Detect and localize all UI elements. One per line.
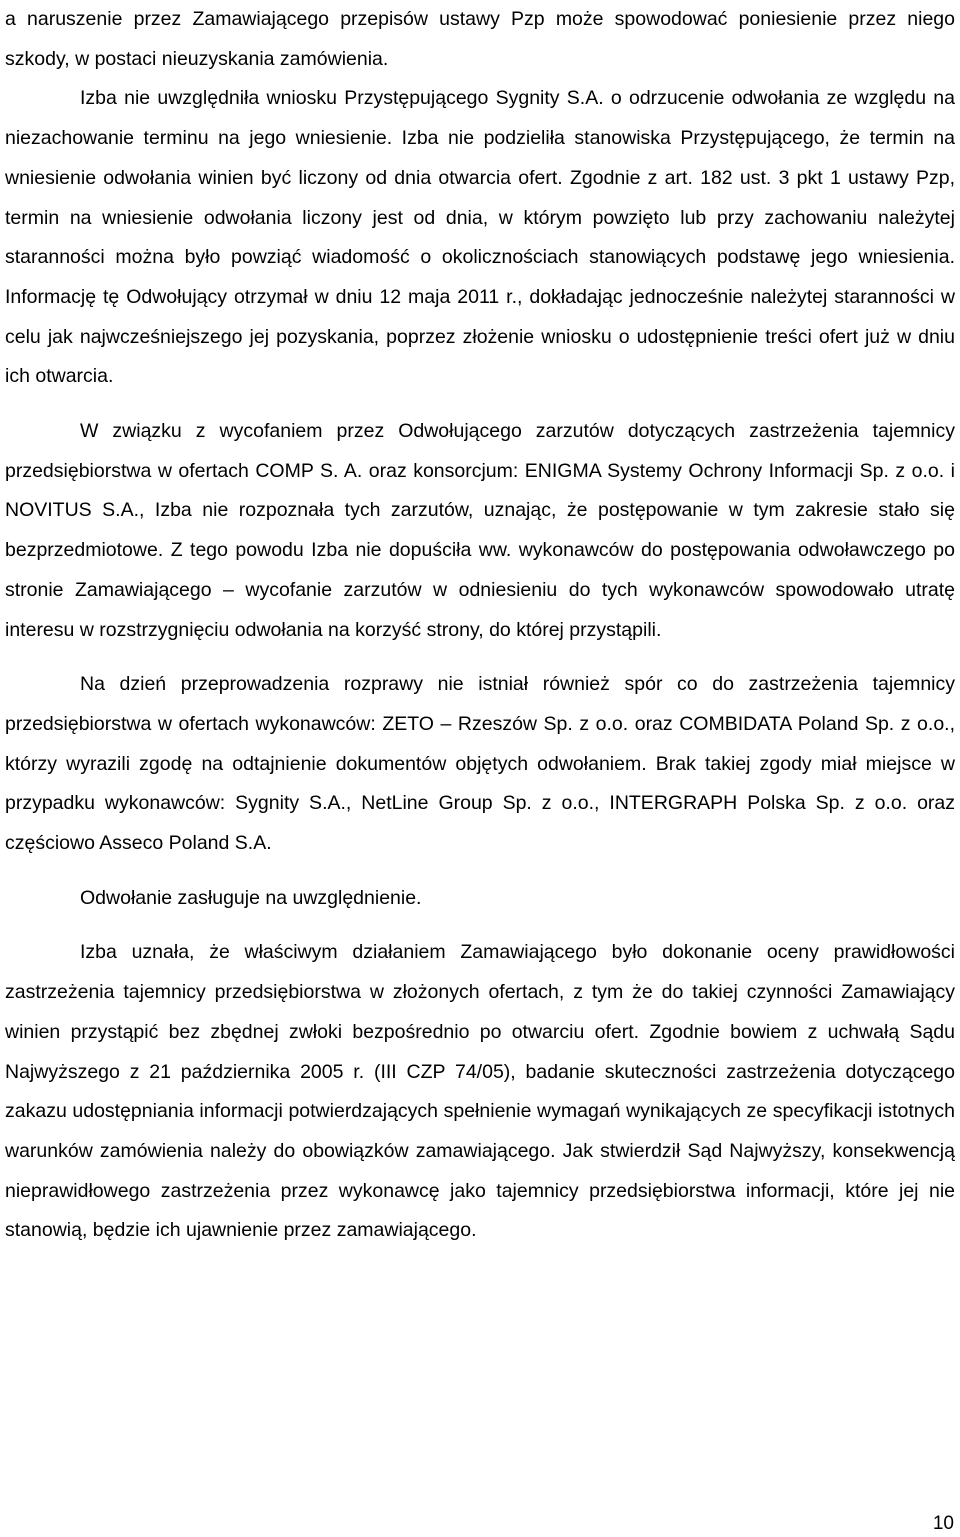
- page-number: 10: [932, 1513, 954, 1534]
- paragraph-timeliness: Izba nie uwzględniła wniosku Przystępującego Sygnity S.A. o odrzucenie odwołania ze względu na niezachowanie terminu na jego wniesienie. Izba nie podzieliła stanowiska Przystępującego, że termin na wniesienie odwołania winien być liczony od dnia otwarcia ofert. Zgodnie z art. 182 ust. 3 pkt 1 ustawy Pzp, termin na wniesienie odwołania liczony jest od dnia, w którym powzięto lub przy zachowaniu należytej staranności można było powziąć wiadomość o okolicznościach stanowiących podstawę jego wniesienia. Informację tę Odwołujący otrzymał w dniu 12 maja 2011 r., dokładając jednocześnie należytej staranności w celu jak najwcześniejszego jej pozyskania, poprzez złożenie wniosku o udostępnienie treści ofert już w dniu ich otwarcia.: [5, 87, 955, 388]
- paragraph-reasoning: Izba uznała, że właściwym działaniem Zamawiającego było dokonanie oceny prawidłowości zastrzeżenia tajemnicy przedsiębiorstwa w złożonych ofertach, z tym że do takiej czynności Zamawiający winien przystąpić bez zbędnej zwłoki bezpośrednio po otwarciu ofert. Zgodnie bowiem z uchwałą Sądu Najwyższego z 21 października 2005 r. (III CZP 74/05), badanie skuteczności zastrzeżenia dotyczącego zakazu udostępniania informacji potwierdzających spełnienie wymagań wynikających ze specyfikacji istotnych warunków zamówienia należy do obowiązków zamawiającego. Jak stwierdził Sąd Najwyższy, konsekwencją nieprawidłowego zastrzeżenia przez wykonawcę jako tajemnicy przedsiębiorstwa informacji, które jej nie stanowią, będzie ich ujawnienie przez zamawiającego.: [5, 941, 955, 1242]
- paragraph-withdrawal: W związku z wycofaniem przez Odwołującego zarzutów dotyczących zastrzeżenia tajemnicy przedsiębiorstwa w ofertach COMP S. A. oraz konsorcjum: ENIGMA Systemy Ochrony Informacji Sp. z o.o. i NOVITUS S.A., Izba nie rozpoznała tych zarzutów, uznając, że postępowanie w tym zakresie stało się bezprzedmiotowe. Z tego powodu Izba nie dopuściła ww. wykonawców do postępowania odwoławczego po stronie Zamawiającego – wycofanie zarzutów w odniesieniu do tych wykonawców spowodowało utratę interesu w rozstrzygnięciu odwołania na korzyść strony, do której przystąpili.: [5, 420, 955, 641]
- paragraph-continuation: a naruszenie przez Zamawiającego przepisów ustawy Pzp może spowodować poniesienie przez niego szkody, w postaci nieuzyskania zamówienia.: [5, 8, 955, 70]
- paragraph-verdict: Odwołanie zasługuje na uwzględnienie.: [80, 886, 422, 909]
- document-page: [5, 0, 955, 1251]
- paragraph-dispute: Na dzień przeprowadzenia rozprawy nie istniał również spór co do zastrzeżenia tajemnicy przedsiębiorstwa w ofertach wykonawców: ZETO – Rzeszów Sp. z o.o. oraz COMBIDATA Poland Sp. z o.o., którzy wyrazili zgodę na odtajnienie dokumentów objętych odwołaniem. Brak takiej zgody miał miejsce w przypadku wykonawców: Sygnity S.A., NetLine Group Sp. z o.o., INTERGRAPH Polska Sp. z o.o. oraz częściowo Asseco Poland S.A.: [5, 673, 955, 855]
